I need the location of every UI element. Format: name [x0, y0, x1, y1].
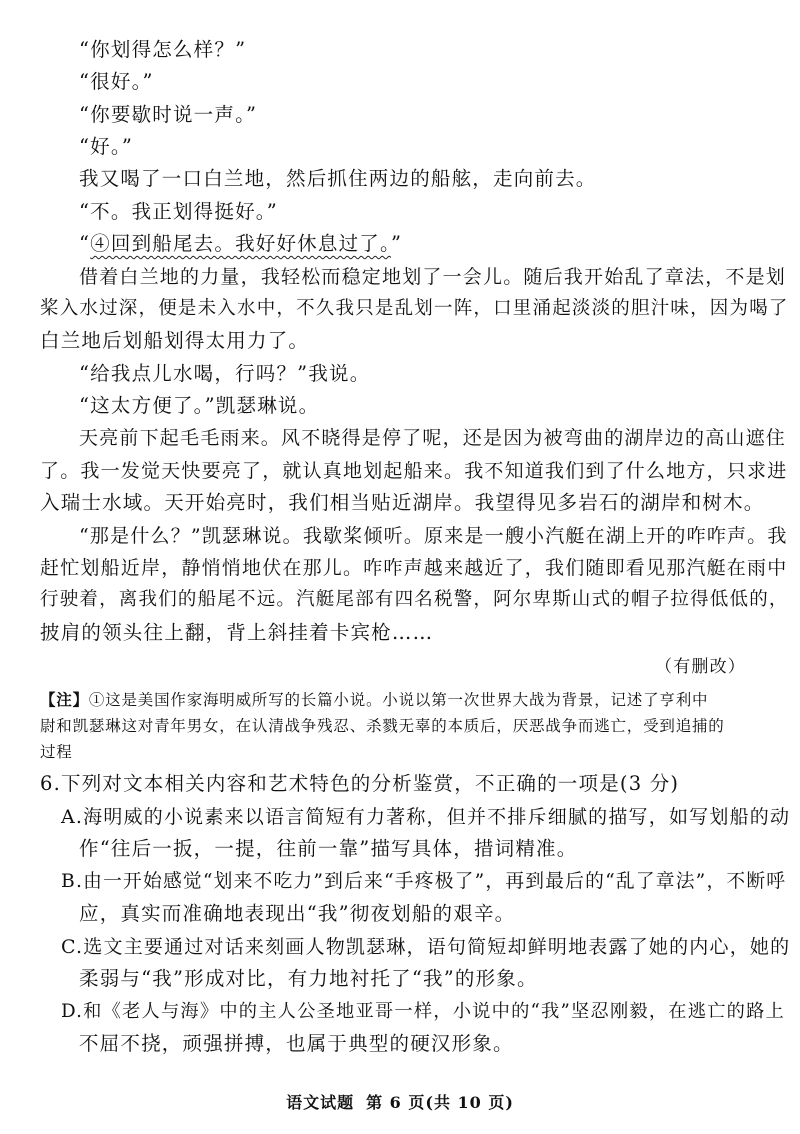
question-stem: 6.下列对文本相关内容和艺术特色的分析鉴赏，不正确的一项是(3 分)	[40, 772, 680, 795]
footer-page-number: 第 6 页(共 10 页)	[366, 1093, 514, 1112]
option-b-line: 应，真实而准确地表现出“我”彻夜划船的艰辛。	[79, 902, 516, 925]
open-quote: “	[79, 232, 91, 255]
option-b-line: B.由一开始感觉“划来不吃力”到后来“手疼极了”，再到最后的“乱了章法”，不断呼	[61, 871, 787, 892]
dialogue-line: “不。我正划得挺好。”	[79, 200, 278, 223]
paragraph-line: 借着白兰地的力量，我轻松而稳定地划了一会儿。随后我开始乱了章法，不是划	[79, 266, 787, 288]
dialogue-line: “好。”	[79, 135, 133, 158]
annotation-line: 过程	[40, 743, 73, 761]
wavy-underlined-sentence: ④回到船尾去。我好好休息过了。	[90, 232, 391, 255]
paragraph-line: 桨入水过深，便是未入水中，不久我只是乱划一阵，口里涌起淡淡的胆汁味，因为喝了	[40, 298, 789, 319]
page-footer	[0, 1093, 800, 1113]
dialogue-line: “给我点儿水喝，行吗？”我说。	[79, 362, 371, 385]
annotation-line: 尉和凯瑟琳这对青年男女，在认清战争残忍、杀戮无辜的本质后，厌恶战争而逃亡，受到追捕的	[40, 717, 725, 735]
dialogue-line: “你要歇时说一声。”	[79, 103, 258, 126]
dialogue-line: “你划得怎么样？”	[79, 38, 247, 61]
paragraph-line: 了。我一发觉天快要亮了，就认真地划起船来。我不知道我们到了什么地方，只求进	[40, 460, 788, 482]
annotation-label: 【注】	[40, 690, 89, 709]
option-d-line: 不屈不挠，顽强拼搏，也属于典型的硬汉形象。	[79, 1032, 514, 1055]
option-a-line: A.海明威的小说素来以语言简短有力著称，但并不排斥细腻的描写，如写划船的动	[61, 806, 791, 828]
dialogue-line: “这太方便了。”凯瑟琳说。	[79, 394, 320, 417]
paragraph-line: 行驶着，离我们的船尾不远。汽艇尾部有四名税警，阿尔卑斯山式的帽子拉得低低的，	[40, 589, 789, 610]
dialogue-line: “很好。”	[79, 70, 154, 93]
annotation-text: ①这是美国作家海明威所写的长篇小说。小说以第一次世界大战为背景，记述了亨利中	[88, 691, 709, 709]
paragraph-line: “那是什么？”凯瑟琳说。我歇桨倾听。原来是一艘小汽艇在湖上开的咋咋声。我	[79, 525, 788, 547]
narration-line: 我又喝了一口白兰地，然后抓住两边的船舷，走向前去。	[79, 167, 597, 190]
option-a-line: 作“往后一扳，一提，往前一靠”描写具体，措词精准。	[79, 837, 578, 860]
marked-dialogue-line	[79, 232, 402, 256]
edited-note: （有删改）	[655, 657, 746, 677]
annotation-line	[40, 690, 708, 710]
paragraph-line: 披肩的领头往上翻，背上斜挂着卡宾枪……	[40, 621, 434, 644]
paragraph-line: 赶忙划船近岸，静悄悄地伏在那儿。咋咋声越来越近了，我们随即看见那汽艇在雨中	[40, 557, 788, 579]
paragraph-line: 入瑞士水域。天开始亮时，我们相当贴近湖岸。我望得见多岩石的湖岸和树木。	[40, 491, 765, 514]
paragraph-line: 白兰地后划船划得太用力了。	[40, 329, 310, 352]
option-c-line: C.选文主要通过对话来刻画人物凯瑟琳，语句简短却鲜明地表露了她的内心，她的	[61, 936, 791, 958]
paragraph-line: 天亮前下起毛毛雨来。风不晓得是停了呢，还是因为被弯曲的湖岸边的高山遮住	[79, 427, 787, 449]
option-c-line: 柔弱与“我”形成对比，有力地衬托了“我”的形象。	[79, 967, 538, 990]
footer-subject: 语文试题	[286, 1093, 355, 1112]
option-d-line: D.和《老人与海》中的主人公圣地亚哥一样，小说中的“我”坚忍刚毅，在逃亡的路上	[61, 1001, 785, 1022]
close-quote: ”	[390, 232, 403, 255]
